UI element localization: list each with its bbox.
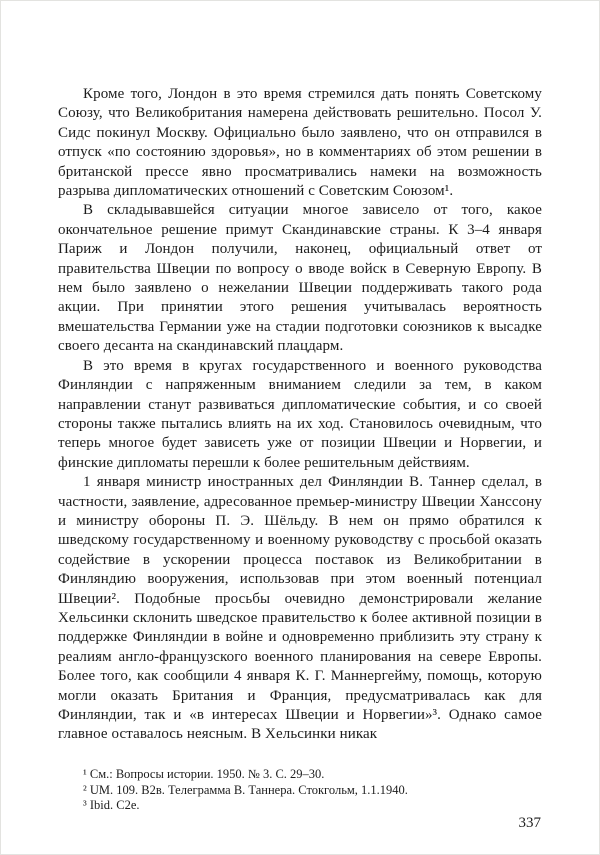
page-body-text <box>58 85 542 745</box>
footnote: ³ Ibid. С2е. <box>83 798 140 812</box>
paragraph: В это время в кругах государственного и военного руководства Финляндии с напряженным вниманием следили за тем, в каком направлении станут развиваться дипломатические события, и со своей стороны также пытались влиять на их ход. Становилось очевидным, что теперь многое будет зависеть уже от позиции Швеции и Норвегии, и финские дипломаты перешли к более решительным действиям. <box>58 357 542 471</box>
paragraph: 1 января министр иностранных дел Финляндии В. Таннер сделал, в частности, заявление, адресованное премьер-министру Швеции Ханссону и министру обороны П. Э. Шёльду. В нем он прямо обратился к шведскому государственному и военному руководству с просьбой оказать содействие в ускорении процесса поставок из Великобритании в Финляндию вооружения, использовав при этом военный потенциал Швеции². Подобные просьбы очевидно демонстрировали желание Хельсинки склонить шведское правительство к более активной позиции в поддержке Финляндии в войне и одновременно приблизить эту страну к реалиям англо-французского военного планирования на севере Европы. Более того, как сообщили 4 января К. Г. Маннергейму, помощь, которую могли оказать Британия и Франция, предусматривалась как для Финляндии, так и «в интересах Швеции и Норвегии»³. Однако самое главное оставалось неясным. В Хельсинки никак <box>58 474 542 743</box>
footnotes-section <box>58 767 542 814</box>
page-number: 337 <box>518 815 541 831</box>
paragraph: Кроме того, Лондон в это время стремился дать понять Советскому Союзу, что Великобритания намерена действовать решительно. Посол У. Сидс покинул Москву. Официально было заявлено, что он отправился в отпуск «по состоянию здоровья», но в комментариях об этом решении в британской прессе явно просматривались намеки на возможность разрыва дипломатических отношений с Советским Союзом¹. <box>58 86 542 200</box>
paragraph: В складывавшейся ситуации многое зависело от того, какое окончательное решение примут Скандинавские страны. К 3–4 января Париж и Лондон получили, наконец, официальный ответ от правительства Швеции по вопросу о вводе войск в Северную Европу. В нем было заявлено о нежелании Швеции поддерживать такого рода акции. При принятии этого решения учитывалась вероятность вмешательства Германии уже на стадии подготовки союзников к высадке своего десанта на скандинавский плацдарм. <box>58 202 542 355</box>
footnote: ² UM. 109. В2в. Телеграмма В. Таннера. Стокгольм, 1.1.1940. <box>83 782 408 797</box>
footnote: ¹ См.: Вопросы истории. 1950. № 3. С. 29–30. <box>83 767 325 781</box>
